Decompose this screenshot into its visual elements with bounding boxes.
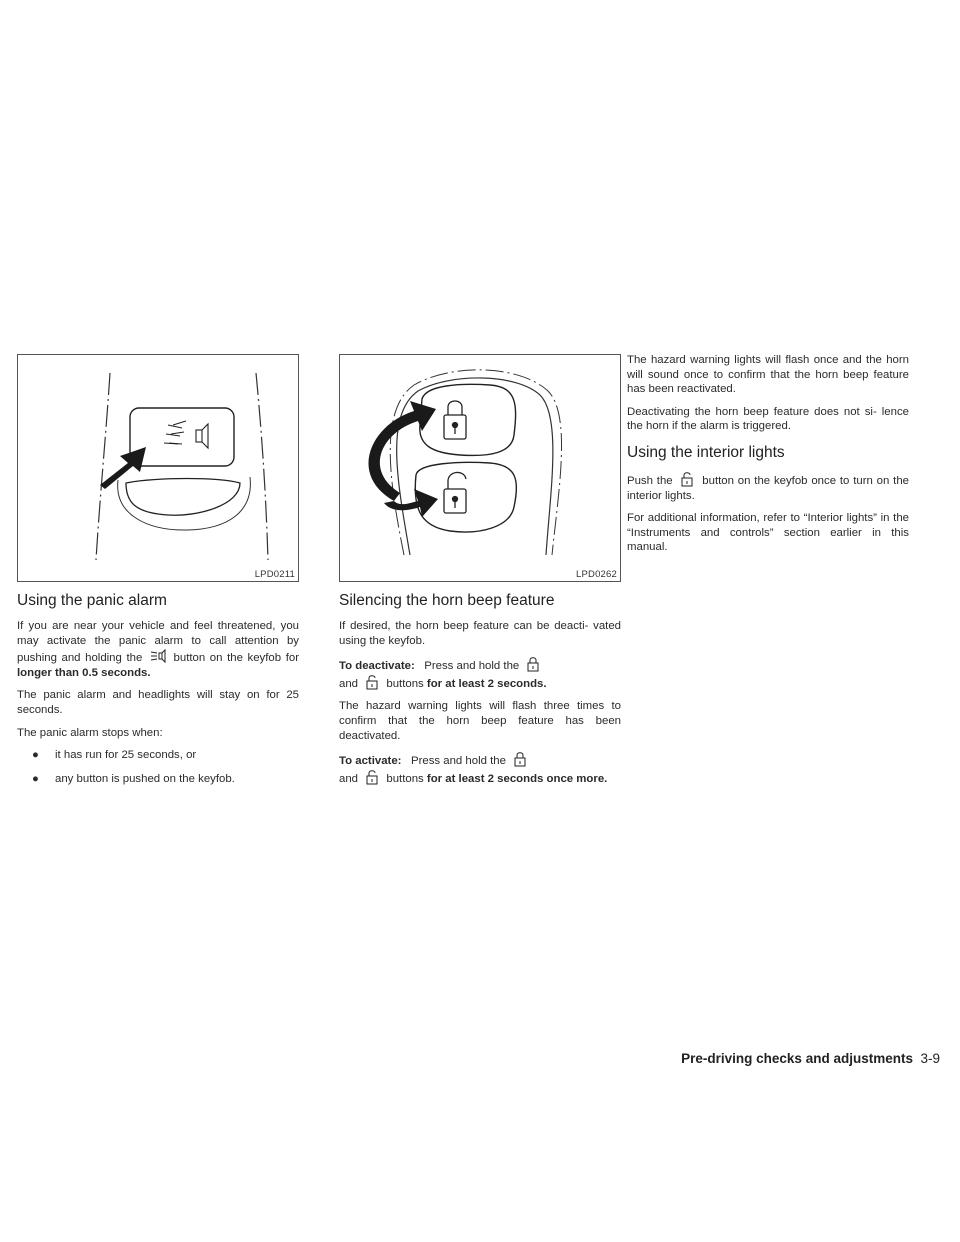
- activate-label: To activate:: [339, 755, 402, 768]
- column-horn-beep: [339, 354, 621, 794]
- section-title: Pre-driving checks and adjustments: [681, 1051, 913, 1066]
- unlock-icon: [363, 674, 381, 690]
- interior-text: Push the: [627, 474, 673, 487]
- horn-beep-heading: Silencing the horn beep feature: [339, 592, 555, 609]
- panic-duration-note: The panic alarm and headlights will stay on for 25 seconds.: [17, 689, 299, 716]
- activate-text: Press and hold the: [410, 755, 506, 768]
- buttons-word: buttons: [386, 677, 424, 690]
- deactivate-instruction: [339, 656, 621, 691]
- bullet-icon: ●: [32, 749, 39, 762]
- alarm-note: Deactivating the horn beep feature does not si- lence the horn if the alarm is triggered.: [627, 405, 909, 433]
- figure-id: LPD0262: [575, 569, 617, 580]
- activate-instruction: [339, 751, 621, 786]
- panic-stops-intro: The panic alarm stops when:: [17, 726, 163, 739]
- panic-intro-text-2: button on the keyfob for: [173, 652, 299, 665]
- additional-info: For additional information, refer to “Interior lights” in the “Instruments and controls” section earlier in this manual.: [627, 512, 909, 554]
- deactivate-text: Press and hold the: [424, 660, 520, 673]
- bullet-text: any button is pushed on the keyfob.: [55, 772, 235, 785]
- panic-duration: longer than 0.5 seconds.: [17, 666, 151, 679]
- page-number: 3-9: [920, 1051, 940, 1066]
- interior-light-icon: [678, 471, 696, 487]
- deactivate-duration: for at least 2 seconds.: [426, 677, 547, 690]
- deactivate-label: To deactivate:: [339, 660, 415, 673]
- bullet-icon: ●: [32, 772, 39, 785]
- bullet-text: it has run for 25 seconds, or: [55, 749, 197, 762]
- interior-lights-heading: Using the interior lights: [627, 443, 785, 461]
- buttons-word: buttons: [386, 772, 424, 785]
- figure-lock-unlock: [339, 354, 621, 582]
- reactivation-confirmation: The hazard warning lights will flash once and the horn will sound once to confirm that the horn beep feature has been reactivated.: [627, 354, 909, 396]
- keyfob-lock-illustration: [340, 355, 620, 581]
- panic-intro: [17, 619, 299, 680]
- panic-icon: [149, 648, 167, 664]
- column-interior-lights: [627, 353, 909, 563]
- activate-duration: for at least 2 seconds once more.: [426, 772, 608, 785]
- lock-icon: [511, 751, 529, 767]
- unlock-icon: [363, 769, 381, 785]
- interior-lights-instruction: [627, 471, 909, 503]
- and-word: and: [339, 677, 359, 690]
- panic-intro-text: If you are near your vehicle and feel threatened, you may activate the panic alarm to call attention by pushing and holding the: [17, 620, 299, 665]
- page-footer: [681, 1051, 940, 1066]
- panic-stop-item: [17, 748, 299, 763]
- column-panic-alarm: [17, 354, 299, 795]
- keyfob-panic-illustration: [18, 355, 298, 581]
- lock-icon: [524, 656, 542, 672]
- figure-panic-button: [17, 354, 299, 582]
- panic-alarm-heading: Using the panic alarm: [17, 592, 167, 609]
- horn-intro: If desired, the horn beep feature can be deacti- vated using the keyfob.: [339, 620, 621, 647]
- figure-id: LPD0211: [254, 569, 295, 580]
- deactivate-confirmation: The hazard warning lights will flash three times to confirm that the horn beep feature has been deactivated.: [339, 700, 621, 742]
- interior-text-2: button on the keyfob once to turn on the interior lights.: [627, 474, 909, 502]
- and-word: and: [339, 772, 359, 785]
- panic-stop-item: [17, 772, 299, 787]
